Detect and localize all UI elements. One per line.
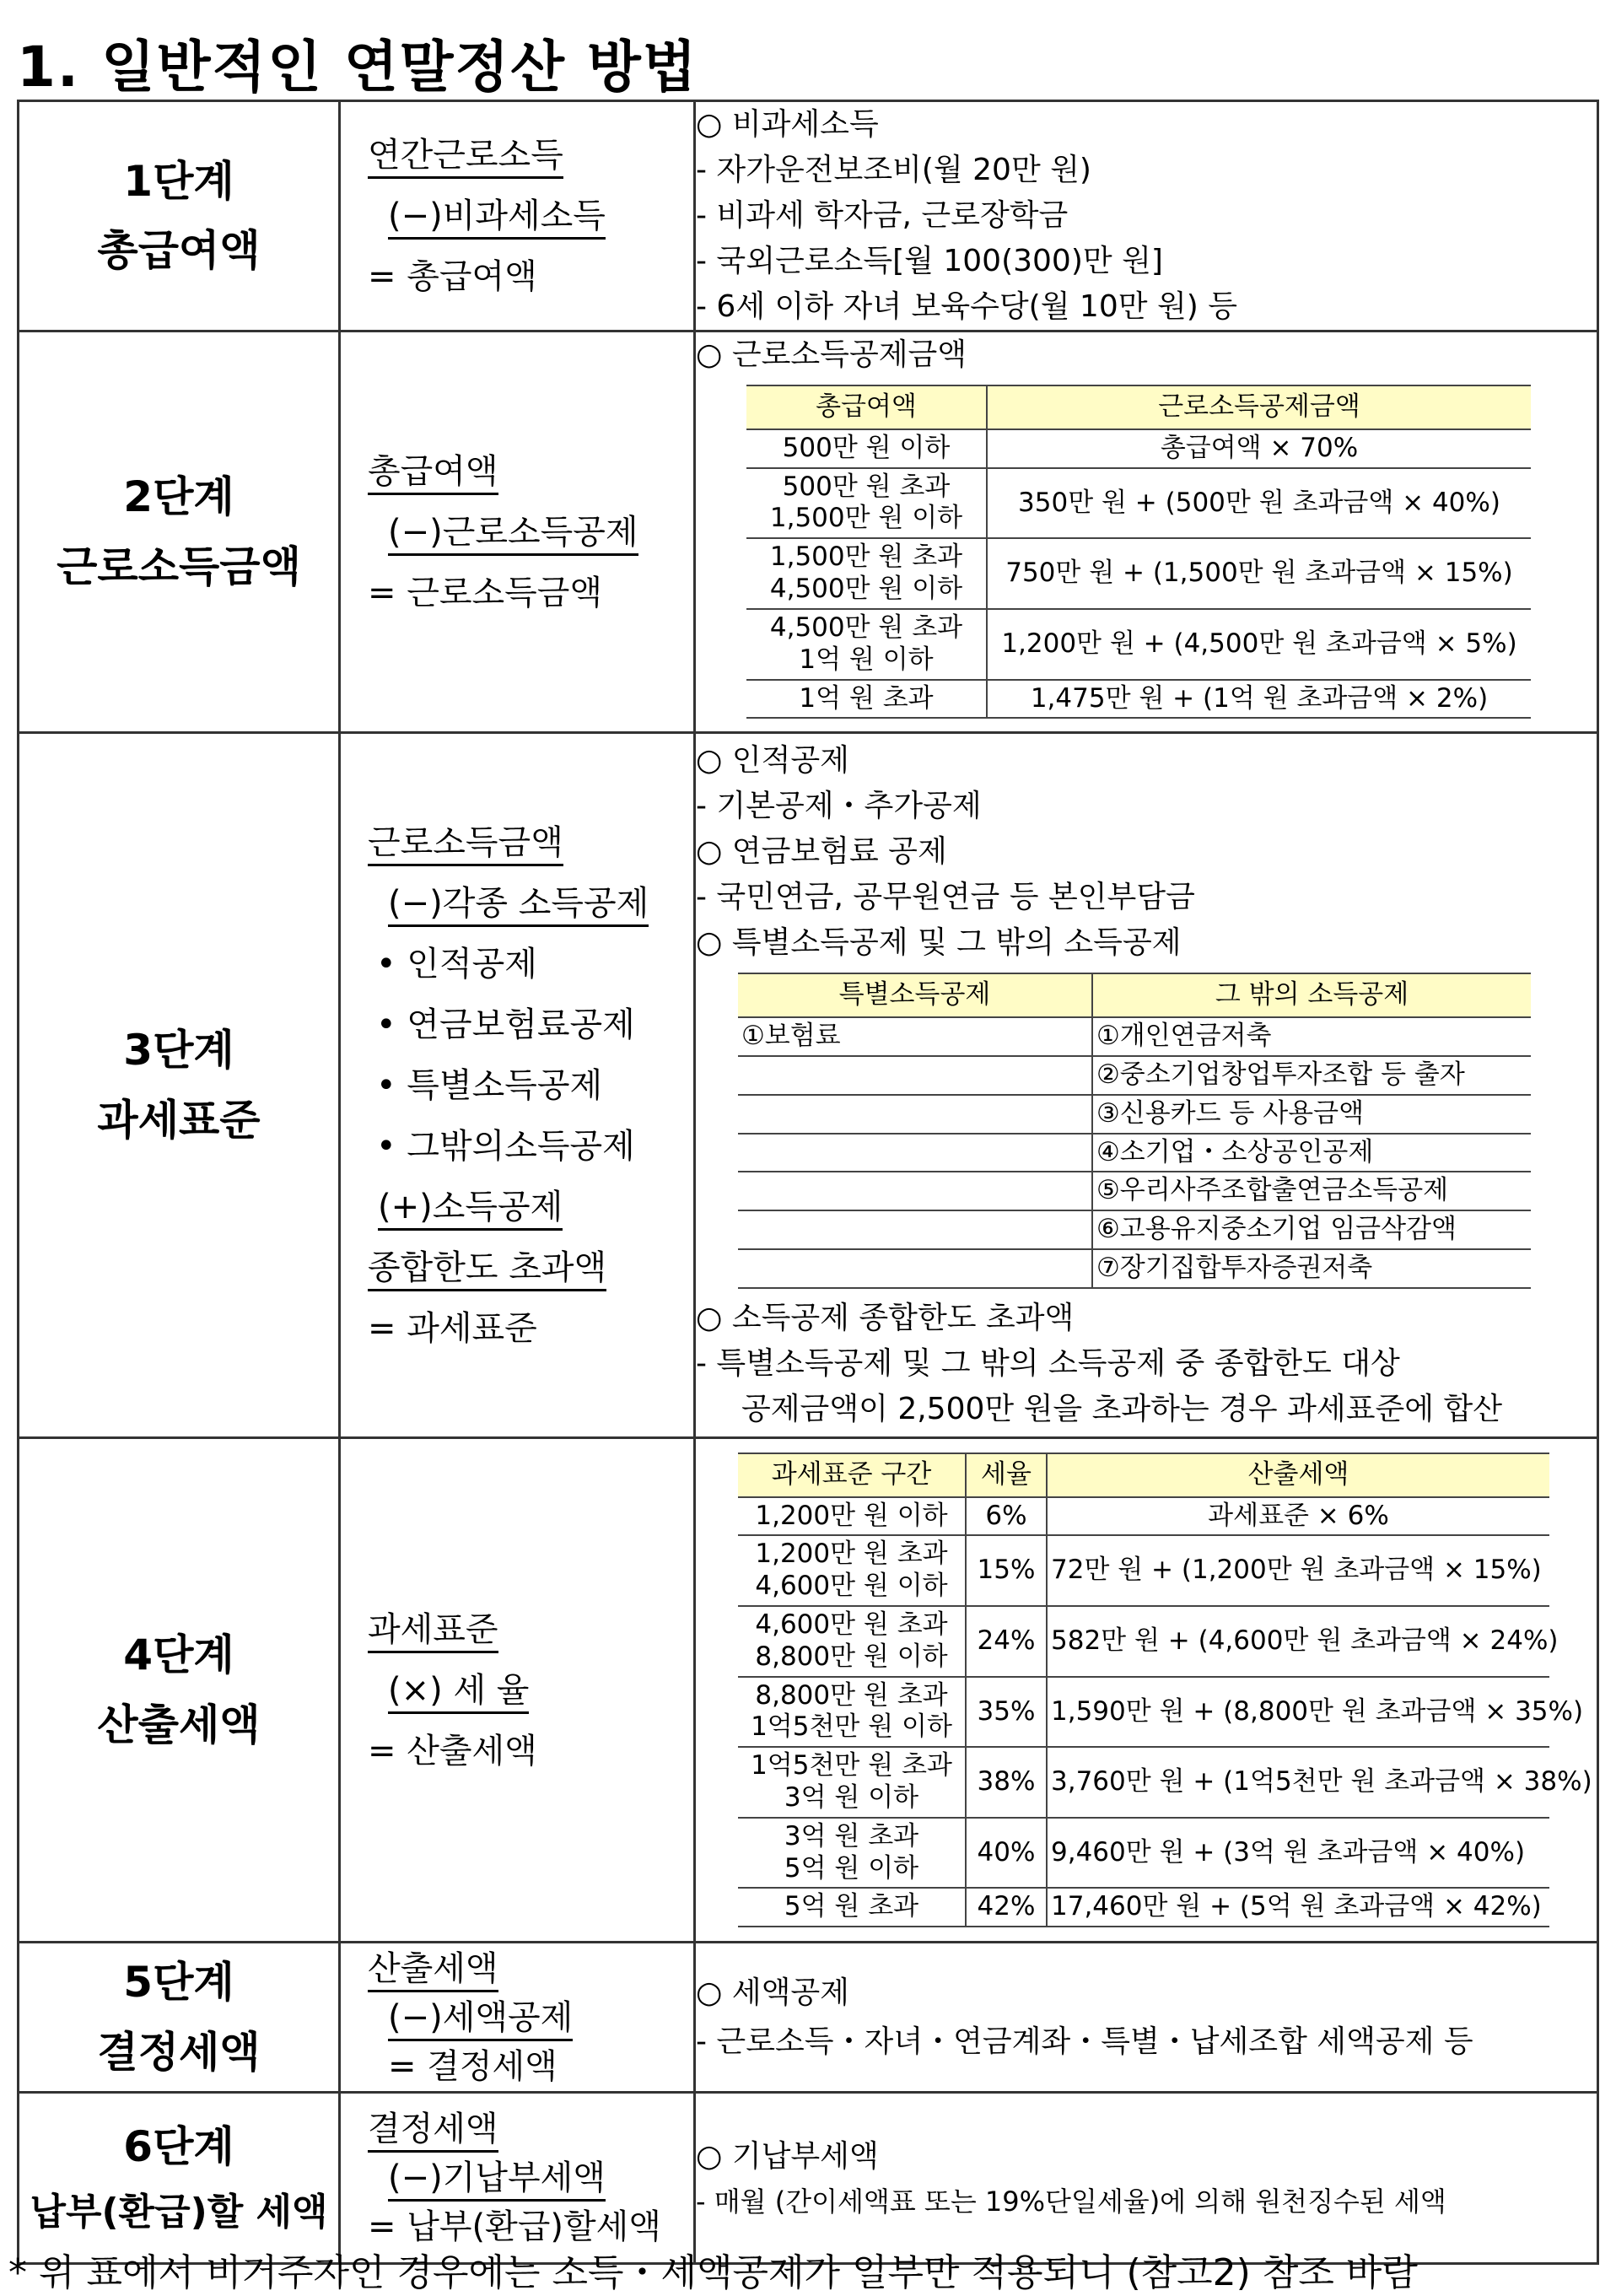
step-number: 3단계	[123, 1026, 234, 1075]
table-cell: 1,500만 원 초과 4,500만 원 이하	[746, 538, 987, 609]
table-cell: 1억5천만 원 초과 3억 원 이하	[738, 1747, 966, 1818]
detail-line: - 국민연금, 공무원연금 등 본인부담금	[696, 880, 1195, 915]
detail-line: - 자가운전보조비(월 20만 원)	[696, 153, 1091, 187]
detail-line: - 비과세 학자금, 근로장학금	[696, 198, 1069, 233]
table-row	[738, 1818, 1549, 1889]
table-cell	[738, 1095, 1092, 1134]
table-row	[738, 1888, 1549, 1927]
table-cell: 총급여액 × 70%	[987, 429, 1531, 468]
table-row	[738, 1677, 1549, 1748]
step-number: 5단계	[123, 1958, 234, 2007]
table-cell: 24%	[966, 1606, 1047, 1677]
table-cell: 1,200만 원 이하	[738, 1497, 966, 1536]
other-deduction-table	[738, 973, 1531, 1289]
formula-line: (−)세액공제	[388, 1997, 573, 2041]
step-name: 과세표준	[97, 1095, 261, 1145]
step-number: 4단계	[123, 1630, 234, 1679]
table-cell: 과세표준 × 6%	[1047, 1497, 1549, 1536]
formula-line: (×) 세 율	[388, 1669, 529, 1714]
detail-line: ○ 세액공제	[696, 1975, 849, 2010]
table-cell	[738, 1210, 1092, 1249]
table-cell: 1억 원 초과	[746, 680, 987, 719]
table-cell: 1,590만 원 + (8,800만 원 초과금액 × 35%)	[1047, 1677, 1549, 1748]
table-row	[738, 1210, 1531, 1249]
table-cell: 1,200만 원 초과 4,600만 원 이하	[738, 1535, 966, 1606]
table-cell: ⑤우리사주조합출연금소득공제	[1092, 1172, 1531, 1210]
table-cell: ③신용카드 등 사용금액	[1092, 1095, 1531, 1134]
step-detail-cell	[695, 733, 1598, 1438]
column-header: 세율	[966, 1453, 1047, 1497]
formula-line: (−)각종 소득공제	[388, 882, 649, 927]
step-row-4	[19, 1438, 1598, 1943]
table-cell: 4,600만 원 초과 8,800만 원 이하	[738, 1606, 966, 1677]
formula-line: = 산출세액	[368, 1731, 537, 1771]
step-row-2	[19, 331, 1598, 733]
column-header: 그 밖의 소득공제	[1092, 973, 1531, 1017]
formula-line: • 인적공제	[376, 944, 537, 984]
detail-line: - 매월 (간이세액표 또는 19%단일세율)에 의해 원천징수된 세액	[696, 2186, 1446, 2218]
formula-line: = 과세표준	[368, 1308, 537, 1348]
formula-line: • 연금보험료공제	[376, 1005, 635, 1044]
table-cell: 5억 원 초과	[738, 1888, 966, 1927]
table-cell: 40%	[966, 1818, 1047, 1889]
formula-line: 결정세액	[368, 2108, 498, 2153]
step-detail-cell	[695, 101, 1598, 331]
formula-line: (+)소득공제	[378, 1186, 563, 1231]
formula-line: = 결정세액	[388, 2046, 558, 2086]
column-header: 특별소득공제	[738, 973, 1092, 1017]
table-row	[746, 609, 1531, 680]
table-cell	[738, 1134, 1092, 1172]
table-row	[746, 429, 1531, 468]
table-cell	[738, 1172, 1092, 1210]
step-detail-cell	[695, 331, 1598, 733]
table-cell: ⑥고용유지중소기업 임금삭감액	[1092, 1210, 1531, 1249]
step-row-5	[19, 1943, 1598, 2093]
detail-line: ○ 기납부세액	[696, 2138, 879, 2174]
formula-line: (−)비과세소득	[388, 195, 606, 240]
formula-line: • 그밖의소득공제	[376, 1126, 635, 1166]
table-cell: 1,200만 원 + (4,500만 원 초과금액 × 5%)	[987, 609, 1531, 680]
formula-line: (−)근로소득공제	[388, 511, 638, 556]
step-formula-cell	[340, 331, 695, 733]
step-name: 총급여액	[97, 226, 261, 275]
column-header: 총급여액	[746, 385, 987, 429]
table-cell	[738, 1056, 1092, 1095]
table-cell: 500만 원 이하	[746, 429, 987, 468]
step-label-cell	[19, 331, 340, 733]
step-row-3	[19, 733, 1598, 1438]
table-cell: 15%	[966, 1535, 1047, 1606]
step-number: 2단계	[123, 472, 234, 521]
settlement-steps-table	[17, 100, 1599, 2265]
step-name: 결정세액	[97, 2027, 261, 2077]
table-cell: 17,460만 원 + (5억 원 초과금액 × 42%)	[1047, 1888, 1549, 1927]
formula-line: = 총급여액	[368, 257, 537, 296]
step-name: 납부(환급)할 세액	[30, 2190, 328, 2234]
table-cell: ⑦장기집합투자증권저축	[1092, 1249, 1531, 1288]
step-formula-cell	[340, 733, 695, 1438]
table-cell: ②중소기업창업투자조합 등 출자	[1092, 1056, 1531, 1095]
step-label-cell	[19, 1943, 340, 2093]
table-cell: 582만 원 + (4,600만 원 초과금액 × 24%)	[1047, 1606, 1549, 1677]
table-row	[738, 1249, 1531, 1288]
table-cell: 1,475만 원 + (1억 원 초과금액 × 2%)	[987, 680, 1531, 719]
step-detail-cell	[695, 2093, 1598, 2264]
table-row	[746, 538, 1531, 609]
table-cell: 72만 원 + (1,200만 원 초과금액 × 15%)	[1047, 1535, 1549, 1606]
step-detail-cell	[695, 1438, 1598, 1943]
detail-line: ○ 특별소득공제 및 그 밖의 소득공제	[696, 925, 1182, 961]
table-row	[738, 1606, 1549, 1677]
step-label-cell	[19, 1438, 340, 1943]
table-cell: ④소기업・소상공인공제	[1092, 1134, 1531, 1172]
table-cell: 350만 원 + (500만 원 초과금액 × 40%)	[987, 468, 1531, 539]
detail-line: ○ 인적공제	[696, 743, 849, 779]
formula-line: • 특별소득공제	[376, 1065, 603, 1105]
table-cell: 38%	[966, 1747, 1047, 1818]
step-row-1	[19, 101, 1598, 331]
table-cell: 42%	[966, 1888, 1047, 1927]
detail-line: - 특별소득공제 및 그 밖의 소득공제 중 종합한도 대상	[696, 1345, 1400, 1381]
formula-line: (−)기납부세액	[388, 2157, 606, 2202]
table-row	[738, 1535, 1549, 1606]
step-formula-cell	[340, 2093, 695, 2264]
step-name: 근로소득금액	[57, 542, 301, 591]
step-label-cell	[19, 2093, 340, 2264]
step-label-cell	[19, 101, 340, 331]
detail-line: 공제금액이 2,500만 원을 초과하는 경우 과세표준에 합산	[741, 1391, 1503, 1426]
formula-line: = 근로소득금액	[368, 573, 603, 612]
table-cell: ①보험료	[738, 1017, 1092, 1056]
formula-line: = 납부(환급)할세액	[368, 2207, 661, 2246]
table-cell: 9,460만 원 + (3억 원 초과금액 × 40%)	[1047, 1818, 1549, 1889]
detail-line: ○ 연금보험료 공제	[696, 834, 947, 870]
table-cell: 500만 원 초과 1,500만 원 이하	[746, 468, 987, 539]
detail-line: - 근로소득・자녀・연금계좌・특별・납세조합 세액공제 등	[696, 2024, 1473, 2059]
table-cell: ①개인연금저축	[1092, 1017, 1531, 1056]
table-cell: 35%	[966, 1677, 1047, 1748]
step-label-cell	[19, 733, 340, 1438]
table-row	[746, 468, 1531, 539]
step-formula-cell	[340, 101, 695, 331]
table-cell: 3,760만 원 + (1억5천만 원 초과금액 × 38%)	[1047, 1747, 1549, 1818]
detail-line: - 6세 이하 자녀 보육수당(월 10만 원) 등	[696, 289, 1237, 324]
table-cell: 8,800만 원 초과 1억5천만 원 이하	[738, 1677, 966, 1748]
step-number: 1단계	[123, 156, 234, 206]
tax-rate-table	[738, 1453, 1592, 1928]
formula-line: 종합한도 초과액	[368, 1247, 606, 1291]
detail-line: ○ 소득공제 종합한도 초과액	[696, 1300, 1075, 1335]
table-row	[738, 1017, 1531, 1056]
step-row-6	[19, 2093, 1598, 2264]
table-cell: 3억 원 초과 5억 원 이하	[738, 1818, 966, 1889]
table-row	[738, 1497, 1549, 1536]
table-cell	[738, 1249, 1092, 1288]
detail-line: ○ 근로소득공제금액	[696, 337, 967, 372]
page-title: 1. 일반적인 연말정산 방법	[17, 35, 698, 100]
table-row	[746, 680, 1531, 719]
step-formula-cell	[340, 1943, 695, 2093]
step-name: 산출세액	[97, 1700, 261, 1749]
detail-line: - 기본공제・추가공제	[696, 789, 982, 824]
column-header: 과세표준 구간	[738, 1453, 966, 1497]
footnote: * 위 표에서 비거주자인 경우에는 소득・세액공제가 일부만 적용되니 (참고2) 참조 바람	[8, 2251, 1418, 2294]
step-number: 6단계	[123, 2122, 234, 2172]
table-row	[738, 1172, 1531, 1210]
table-cell: 6%	[966, 1497, 1047, 1536]
table-row	[738, 1056, 1531, 1095]
column-header: 산출세액	[1047, 1453, 1549, 1497]
formula-line: 근로소득금액	[368, 822, 563, 866]
step-formula-cell	[340, 1438, 695, 1943]
earned-income-deduction-table	[746, 385, 1531, 719]
table-row	[738, 1747, 1549, 1818]
formula-line: 과세표준	[368, 1609, 498, 1653]
table-row	[738, 1134, 1531, 1172]
table-row	[738, 1095, 1531, 1134]
table-cell: 4,500만 원 초과 1억 원 이하	[746, 609, 987, 680]
detail-line: - 국외근로소득[월 100(300)만 원]	[696, 244, 1163, 278]
formula-line: 산출세액	[368, 1948, 498, 1992]
column-header: 근로소득공제금액	[987, 385, 1531, 429]
detail-line: ○ 비과세소득	[696, 107, 879, 142]
formula-line: 연간근로소득	[368, 134, 563, 179]
table-cell: 750만 원 + (1,500만 원 초과금액 × 15%)	[987, 538, 1531, 609]
step-detail-cell	[695, 1943, 1598, 2093]
formula-line: 총급여액	[368, 450, 498, 495]
